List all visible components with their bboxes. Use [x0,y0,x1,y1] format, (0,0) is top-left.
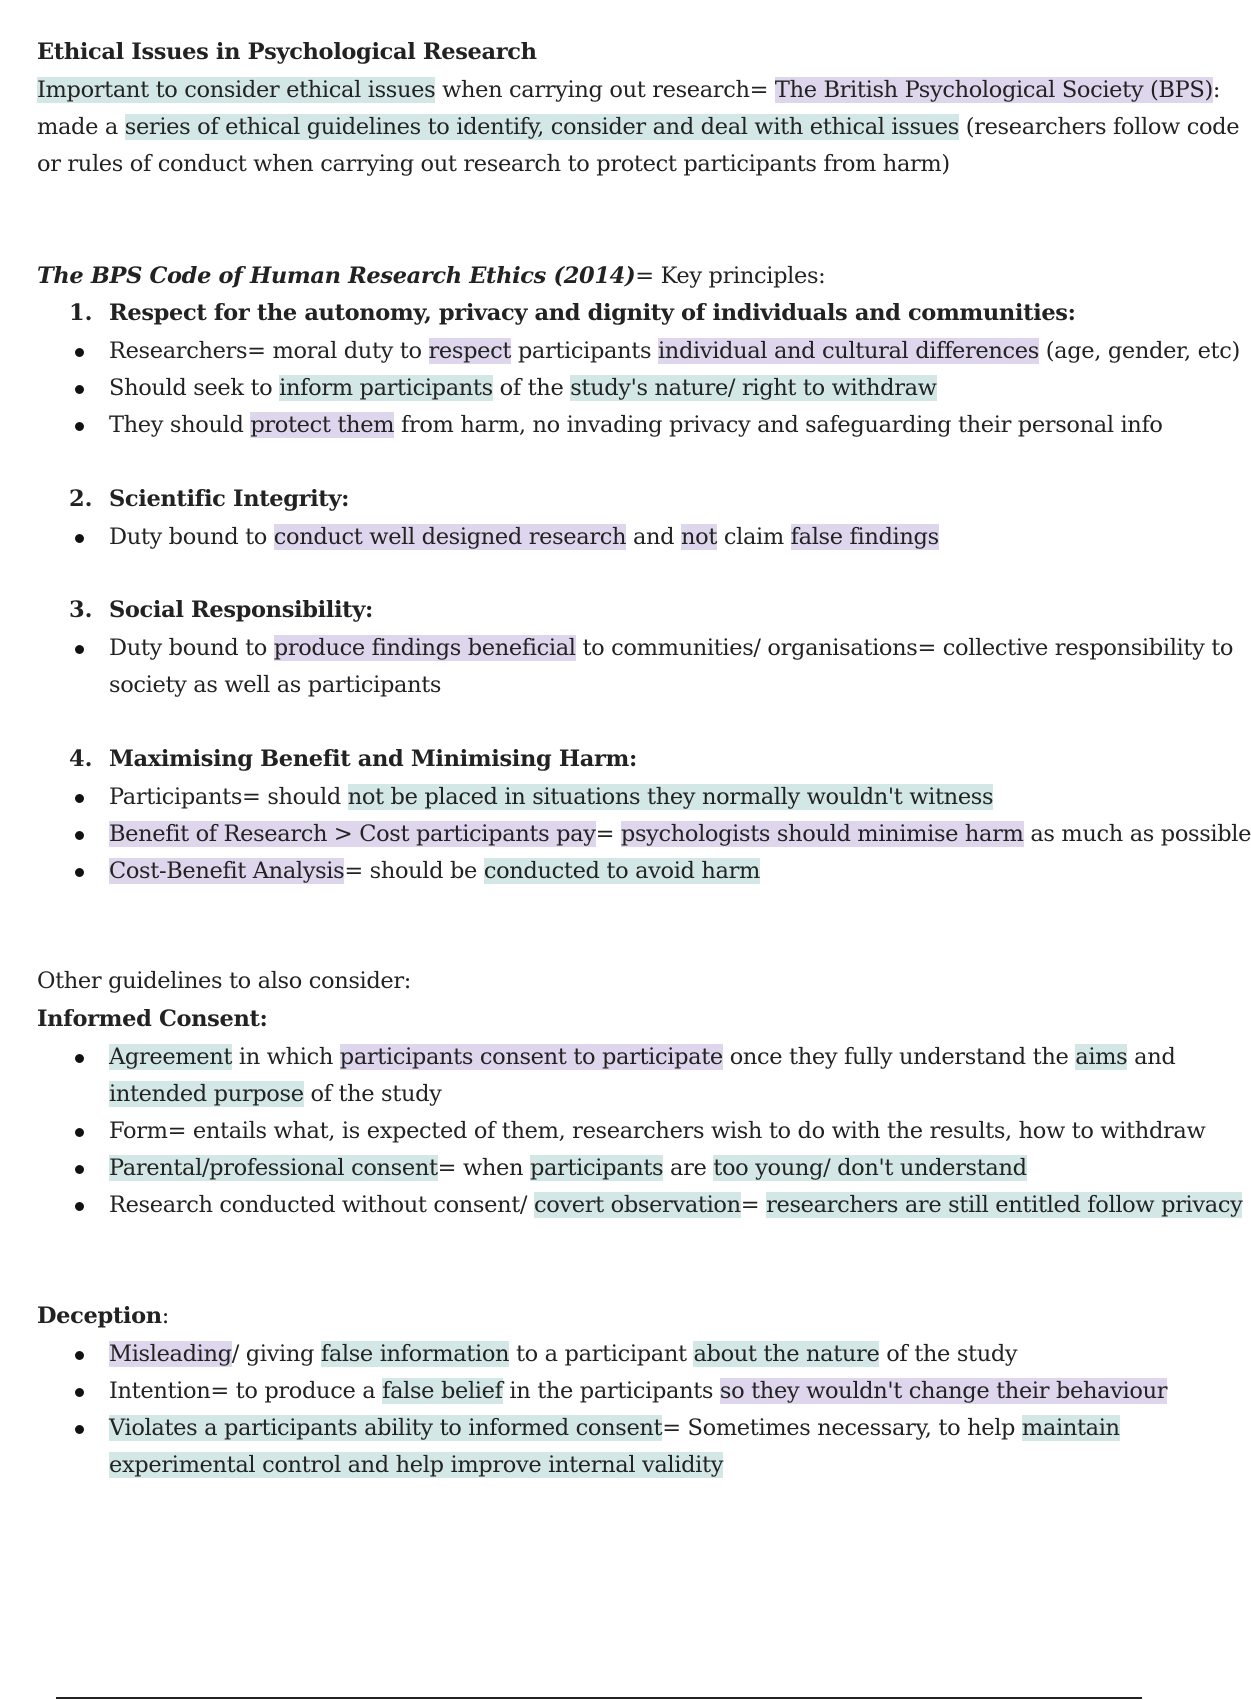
bullet-icon [75,422,84,431]
list-item: They should protect them from harm, no invading privacy and safeguarding their personal info [109,412,1163,438]
bullet-icon [75,1054,84,1063]
list-item-continuation: intended purpose of the study [109,1081,442,1107]
bullet-icon [75,645,84,654]
highlight: about the nature [693,1341,880,1367]
highlight: false information [320,1341,510,1367]
highlight: conducted to avoid harm [483,858,760,884]
bullet-icon [75,1165,84,1174]
highlight: Important to consider ethical issues [37,77,436,103]
highlight: false belief [382,1378,503,1404]
bullet-icon [75,1388,84,1397]
list-item: Duty bound to conduct well designed research and not claim false findings [109,524,939,550]
list-item: Should seek to inform participants of the study's nature/ right to withdraw [109,375,937,401]
highlight: Misleading [109,1341,232,1367]
list-item: Parental/professional consent= when participants are too young/ don't understand [109,1155,1027,1181]
highlight: intended purpose [109,1081,304,1107]
highlight: Parental/professional consent [109,1155,438,1181]
list-item: Cost-Benefit Analysis= should be conducted to avoid harm [109,858,760,884]
highlight: false findings [790,524,939,550]
informed-consent-heading: Informed Consent: [37,1006,268,1032]
principle-heading: Scientific Integrity: [109,486,350,512]
highlight: participants consent to participate [339,1044,723,1070]
highlight: Agreement [109,1044,233,1070]
other-guidelines-label: Other guidelines to also consider: [37,968,412,994]
intro-line-1: Important to consider ethical issues when carrying out research= The British Psychological Society (BPS): [37,77,1221,103]
highlight: produce findings beneficial [273,635,576,661]
principle-heading: Social Responsibility: [109,597,373,623]
page-divider [56,1697,1142,1699]
highlight: Cost-Benefit Analysis [109,858,345,884]
highlight: Benefit of Research > Cost participants pay [109,821,596,847]
principle-number: 3. [69,597,93,623]
highlight: participants [529,1155,664,1181]
principle-number: 1. [69,300,93,326]
bullet-icon [75,348,84,357]
principle-number: 2. [69,486,93,512]
bullet-icon [75,794,84,803]
highlight: protect them [250,412,395,438]
list-item: Intention= to produce a false belief in the participants so they wouldn't change their behaviour [109,1378,1168,1404]
list-item-continuation [109,1449,723,1481]
code-title: The BPS Code of Human Research Ethics (2014) [37,263,636,289]
list-item: Researchers= moral duty to respect participants individual and cultural differences (age, gender, etc) [109,338,1240,364]
principle-heading: Maximising Benefit and Minimising Harm: [109,746,637,772]
highlight: The British Psychological Society (BPS) [774,77,1213,103]
highlight: individual and cultural differences [657,338,1039,364]
bullet-icon [75,831,84,840]
highlight: respect [428,338,512,364]
list-item: Duty bound to produce findings beneficial to communities/ organisations= collective responsibility to [109,635,1234,661]
highlight: researchers are still entitled follow privacy [766,1192,1243,1218]
bullet-icon [75,385,84,394]
list-item: Benefit of Research > Cost participants pay= psychologists should minimise harm as much as possible [109,821,1251,847]
highlight: Violates a participants ability to informed consent [109,1415,663,1441]
highlight: too young/ don't understand [713,1155,1027,1181]
highlight: maintain [1021,1415,1120,1441]
document-title: Ethical Issues in Psychological Research [37,39,537,65]
highlight: series of ethical guidelines to identify, consider and deal with ethical issues [124,114,959,140]
highlight: not be placed in situations they normally wouldn't witness [347,784,994,810]
highlight: conduct well designed research [273,524,627,550]
bullet-icon [75,1425,84,1434]
highlight: experimental control and help improve internal validity [109,1452,724,1478]
highlight: study's nature/ right to withdraw [570,375,937,401]
bullet-icon [75,868,84,877]
code-heading: The BPS Code of Human Research Ethics (2014)= Key principles: [37,263,826,289]
list-item: Misleading/ giving false information to a participant about the nature of the study [109,1341,1018,1367]
highlight: not [681,524,718,550]
highlight: so they wouldn't change their behaviour [719,1378,1168,1404]
bullet-icon [75,1128,84,1137]
principle-number: 4. [69,746,93,772]
list-item-continuation: society as well as participants [109,672,442,698]
list-item: Research conducted without consent/ covert observation= researchers are still entitled follow privacy [109,1192,1243,1218]
highlight: psychologists should minimise harm [620,821,1024,847]
intro-line-2: made a series of ethical guidelines to identify, consider and deal with ethical issues (researchers follow code [37,114,1240,140]
list-item: Violates a participants ability to informed consent= Sometimes necessary, to help maintain [109,1415,1120,1441]
list-item: Participants= should not be placed in situations they normally wouldn't witness [109,784,994,810]
bullet-icon [75,534,84,543]
list-item: Agreement in which participants consent to participate once they fully understand the aims and [109,1044,1176,1070]
intro-line-3: or rules of conduct when carrying out research to protect participants from harm) [37,151,950,177]
bullet-icon [75,1202,84,1211]
bullet-icon [75,1351,84,1360]
principle-heading: Respect for the autonomy, privacy and dignity of individuals and communities: [109,300,1076,326]
list-item: Form= entails what, is expected of them, researchers wish to do with the results, how to withdraw [109,1118,1206,1144]
highlight: aims [1075,1044,1128,1070]
highlight: covert observation [533,1192,741,1218]
highlight: inform participants [279,375,493,401]
deception-heading: Deception: [37,1303,169,1329]
